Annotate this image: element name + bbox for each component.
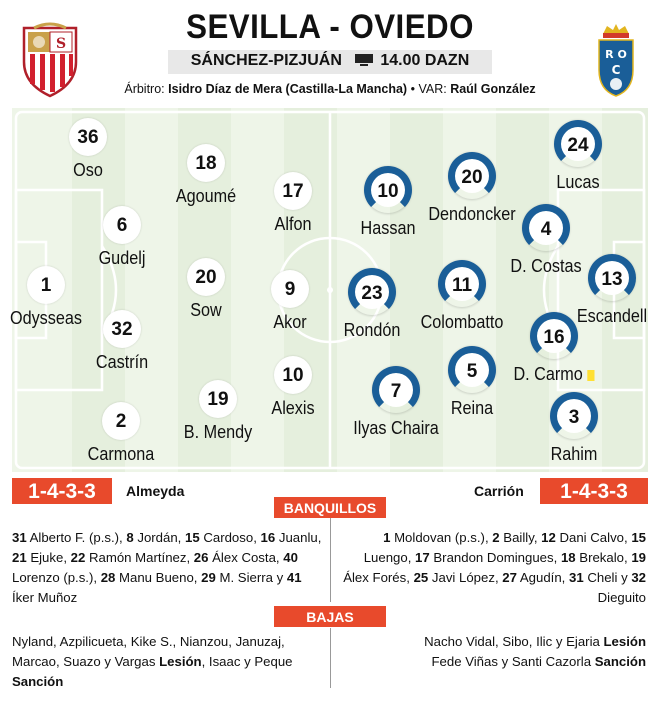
player-name: D. Costas — [510, 256, 582, 276]
player-name: Hassan — [360, 218, 416, 238]
bench-number: 31 — [12, 530, 27, 545]
referee-label: Árbitro: — [124, 82, 165, 96]
player-number-text: 10 — [377, 181, 399, 202]
player-number-text: 3 — [568, 407, 580, 428]
bench-number: 31 — [569, 570, 584, 585]
bench-number: 27 — [502, 570, 517, 585]
bench-player: Cheli y — [583, 570, 632, 585]
bench-player: Álex Forés, — [343, 570, 414, 585]
player-number-text: 13 — [601, 269, 623, 290]
venue-line — [168, 52, 492, 70]
separator: • — [410, 82, 415, 96]
bench-number: 1 — [383, 530, 391, 545]
bench-number: 26 — [193, 550, 209, 565]
sevilla-player — [57, 310, 187, 373]
player-name: Gudelj — [98, 248, 146, 268]
player-name: Alexis — [271, 398, 315, 418]
referee-line — [0, 82, 660, 96]
bench-player: Brandon Domingues, — [429, 550, 561, 565]
player-number — [448, 152, 496, 200]
oviedo-player — [331, 366, 461, 439]
absence-reason: Sanción — [594, 654, 646, 669]
bench-number: 29 — [201, 570, 216, 585]
player-number-text: 11 — [451, 275, 473, 296]
bench-number: 15 — [185, 530, 200, 545]
sevilla-bench — [12, 528, 322, 608]
player-number: 20 — [187, 258, 225, 296]
player-name: Sow — [190, 300, 222, 320]
bench-number: 22 — [70, 550, 86, 565]
bench-player: Moldovan (p.s.), — [390, 530, 493, 545]
player-number-text: 23 — [361, 283, 383, 304]
oviedo-formation: 1-4-3-3 — [540, 478, 648, 504]
player-number — [530, 312, 578, 360]
player-number-text: 16 — [543, 327, 565, 348]
match-title: SEVILLA - OVIEDO — [186, 8, 474, 46]
player-name: Reina — [450, 398, 494, 418]
bench-player: Juanlu, — [275, 530, 322, 545]
player-number-text: 5 — [466, 361, 478, 382]
bench-player: Íker Muñoz — [12, 590, 78, 605]
sevilla-absences — [12, 632, 312, 692]
referee-name: Isidro Díaz de Mera (Castilla-La Mancha) — [168, 82, 408, 96]
player-number: 36 — [69, 118, 107, 156]
var-label: VAR: — [418, 82, 447, 96]
absent-players: Nacho Vidal, Sibo, Ilic y Ejaria — [424, 634, 604, 649]
bench-number: 40 — [283, 550, 298, 565]
absence-reason: Lesión — [603, 634, 646, 649]
bench-number: 41 — [286, 570, 302, 585]
bench-number: 21 — [12, 550, 27, 565]
player-number — [522, 204, 570, 252]
player-number: 1 — [27, 266, 65, 304]
banquillos-header: BANQUILLOS — [274, 497, 386, 518]
bench-number: 12 — [541, 530, 556, 545]
player-name: B. Mendy — [183, 422, 253, 442]
svg-text:R O: R O — [605, 48, 627, 61]
bench-number: 19 — [631, 550, 646, 565]
oviedo-bench — [340, 528, 646, 608]
bench-player: Cardoso, — [199, 530, 261, 545]
player-name: Akor — [273, 312, 307, 332]
player-number-text: 7 — [390, 381, 402, 402]
player-number — [550, 392, 598, 440]
bench-player: Álex Costa, — [208, 550, 284, 565]
tv-icon — [354, 53, 374, 67]
column-divider — [330, 518, 331, 602]
player-number: 2 — [102, 402, 140, 440]
absent-players: , Isaac y Peque — [201, 654, 293, 669]
bench-player: Bailly, — [499, 530, 542, 545]
sevilla-player — [23, 118, 153, 181]
oviedo-player — [509, 392, 639, 465]
player-number — [438, 260, 486, 308]
bajas-header: BAJAS — [274, 606, 386, 627]
player-number-text: 24 — [567, 135, 589, 156]
bench-player: Luengo, — [363, 550, 416, 565]
bench-player: Alberto F. (p.s.), — [26, 530, 127, 545]
svg-text:C: C — [611, 63, 621, 77]
broadcast-info: 14.00 DAZN — [380, 52, 470, 69]
oviedo-player — [323, 166, 453, 239]
var-name: Raúl González — [450, 82, 536, 96]
pitch — [9, 108, 648, 472]
absent-players: Fede Viñas y Santi Cazorla — [431, 654, 595, 669]
stadium-name: SÁNCHEZ-PIZJUÁN — [190, 52, 342, 69]
oviedo-absences — [340, 632, 646, 672]
player-number: 32 — [103, 310, 141, 348]
player-number — [372, 366, 420, 414]
player-name: Alfon — [274, 214, 312, 234]
bench-player: Brekalo, — [575, 550, 632, 565]
sevilla-player — [56, 402, 186, 465]
player-number — [588, 254, 636, 302]
absence-reason: Sanción — [12, 674, 64, 689]
player-name: Lucas — [556, 172, 600, 192]
bench-number: 18 — [560, 550, 576, 565]
bench-number: 25 — [413, 570, 429, 585]
player-name: Agoumé — [175, 186, 237, 206]
absence-reason: Lesión — [159, 654, 202, 669]
player-name: Ilyas Chaira — [353, 418, 439, 438]
oviedo-coach: Carrión — [474, 483, 524, 499]
bench-player: Dieguito — [597, 590, 646, 605]
player-number: 6 — [103, 206, 141, 244]
player-name: Odysseas — [9, 308, 83, 328]
bench-player: Ramón Martínez, — [85, 550, 194, 565]
bench-number: 32 — [631, 570, 646, 585]
player-name-text: D. Carmo — [513, 364, 583, 384]
player-number: 18 — [187, 144, 225, 182]
player-number — [554, 120, 602, 168]
bench-player: Dani Calvo, — [555, 530, 632, 545]
bench-player: Manu Bueno, — [115, 570, 202, 585]
bench-player: Jordán, — [133, 530, 186, 545]
player-number — [364, 166, 412, 214]
yellow-card-icon — [587, 370, 594, 381]
bench-number: 15 — [631, 530, 646, 545]
player-number — [348, 268, 396, 316]
player-number: 10 — [274, 356, 312, 394]
absent-players: Nyland, Azpilicueta, Kike S., Nianzou, Januzaj, Marcao, Suazo y Vargas — [12, 634, 285, 669]
sevilla-coach: Almeyda — [126, 483, 185, 499]
player-name: Rondón — [343, 320, 401, 340]
bench-player: Agudín, — [516, 570, 570, 585]
player-name: Carmona — [87, 444, 155, 464]
player-name: Castrín — [95, 352, 149, 372]
player-number: 17 — [274, 172, 312, 210]
bench-number: 17 — [415, 550, 430, 565]
sevilla-formation: 1-4-3-3 — [12, 478, 112, 504]
player-number-text: 4 — [540, 219, 552, 240]
player-name: Dendoncker — [428, 204, 516, 224]
bench-number: 2 — [492, 530, 500, 545]
player-number: 9 — [271, 270, 309, 308]
player-name: Oso — [73, 160, 103, 180]
bench-number: 16 — [260, 530, 276, 545]
player-name: Rahim — [550, 444, 598, 464]
player-number: 19 — [199, 380, 237, 418]
player-number-text: 20 — [461, 167, 483, 188]
player-name: Colombatto — [420, 312, 504, 332]
bench-number: 8 — [126, 530, 134, 545]
bench-player: Javi López, — [428, 570, 503, 585]
bench-number: 28 — [100, 570, 116, 585]
bench-player: M. Sierra y — [215, 570, 287, 585]
svg-text:S: S — [55, 36, 67, 52]
bench-player: Lorenzo (p.s.), — [12, 570, 101, 585]
player-name: Escandell — [576, 306, 648, 326]
bench-player: Ejuke, — [26, 550, 71, 565]
column-divider — [330, 628, 331, 688]
